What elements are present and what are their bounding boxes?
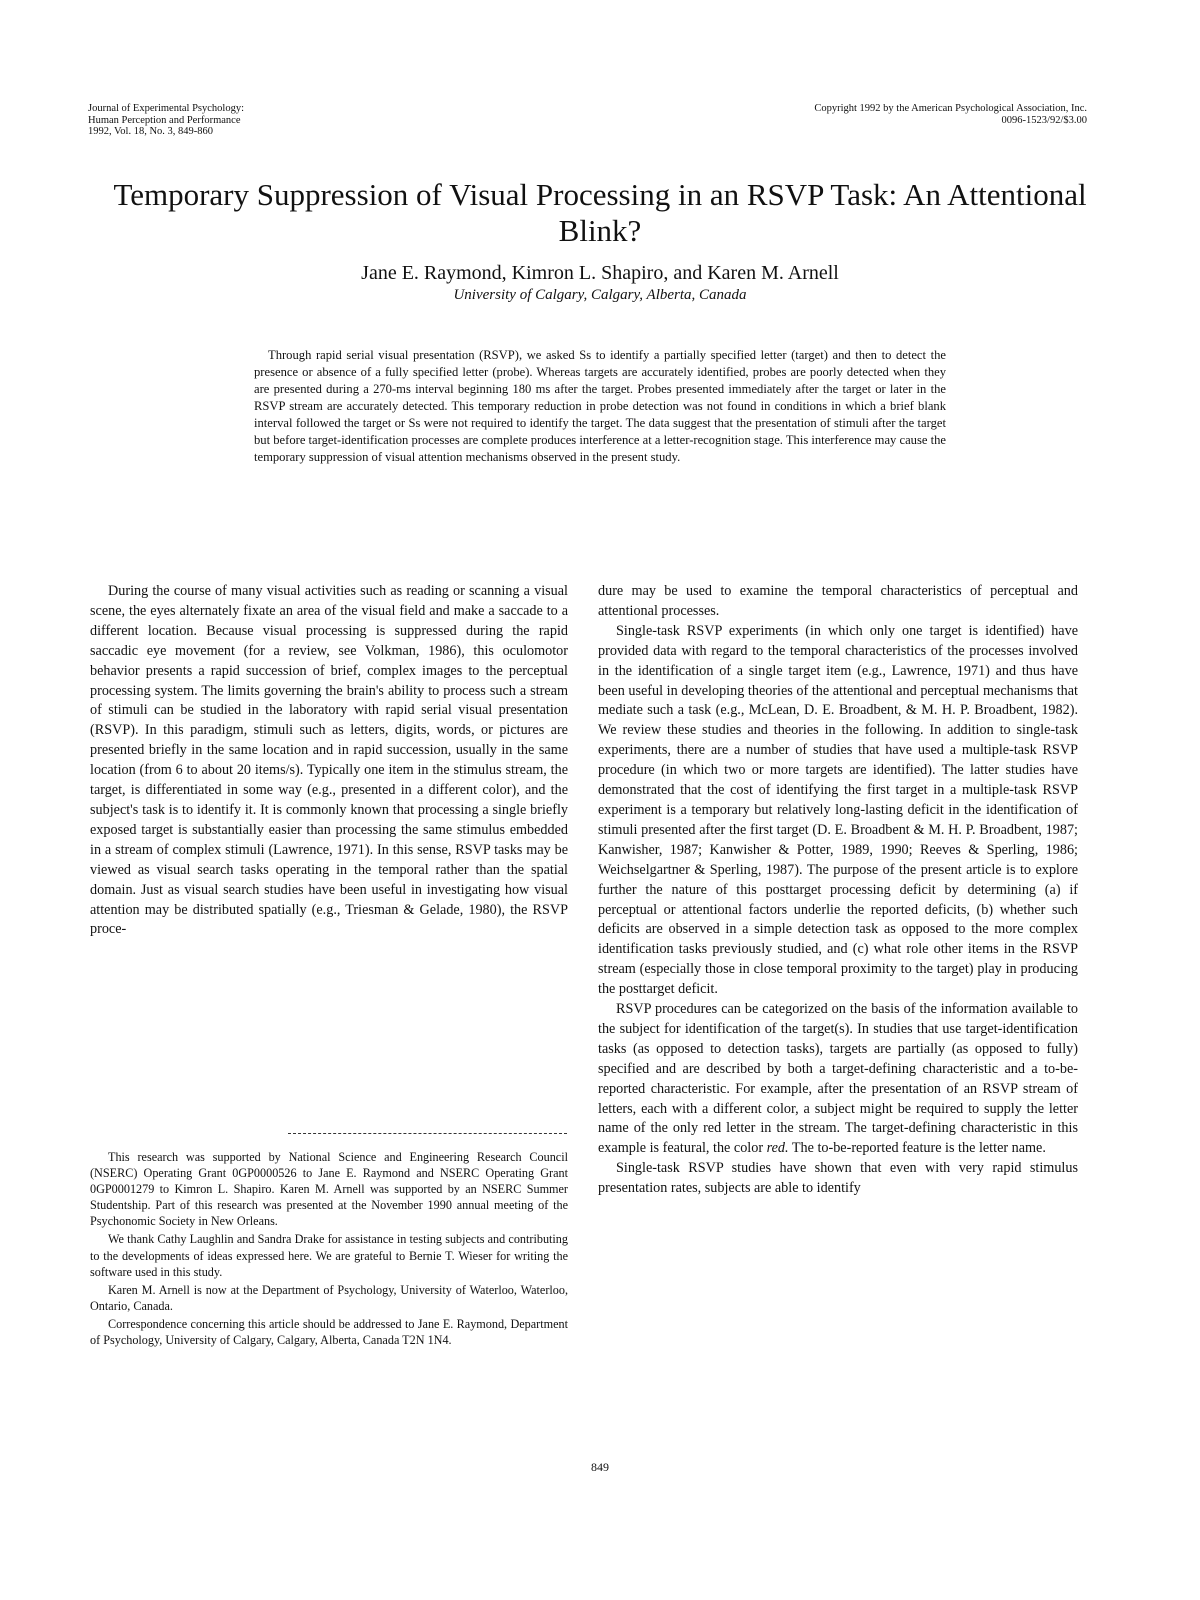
footnotes [90,1149,568,1350]
issn-price-line: 0096-1523/92/$3.00 [1001,114,1087,126]
body-paragraph [598,1000,1078,1159]
journal-section-line: Human Perception and Performance [88,114,241,126]
body-paragraph: Single-task RSVP experiments (in which only one target is identified) have provided data with regard to the temporal characteristics of the processes involved in the identification of a single target item (e.g., Lawrence, 1971) and thus have been useful in developing theories of the attentional and perceptual mechanisms that mediate such a task (e.g., McLean, D. E. Broadbent, & M. H. P. Broadbent, 1982). We review these studies and theories in the following. In addition to single-task experiments, there are a number of studies that have used a multiple-task RSVP procedure (in which two or more targets are identified). The latter studies have demonstrated that the cost of identifying the first target in a multiple-task RSVP experiment is a temporary but relatively long-lasting deficit in the identification of stimuli presented after the first target (D. E. Broadbent & M. H. P. Broadbent, 1987; Kanwisher, 1987; Kanwisher & Potter, 1989, 1990; Reeves & Sperling, 1986; Weichselgartner & Sperling, 1987). The purpose of the present article is to explore further the nature of this posttarget processing deficit by determining (a) if perceptual or attentional factors underlie the reported deficits, (b) whether such deficits are observed in a simple detection task as opposed to the more complex identification tasks previously studied, and (c) what role other items in the RSVP stream (especially those in close temporal proximity to the target) play in producing the posttarget deficit. [598,622,1078,998]
body-text-italic: red. [766,1140,789,1157]
journal-name-line: Journal of Experimental Psychology: [88,103,245,114]
footnote-acknowledgements: We thank Cathy Laughlin and Sandra Drake for assistance in testing subjects and contributing to the developments of ideas expressed here. We are grateful to Bernie T. Wieser for writing the software used in this study. [90,1232,568,1279]
body-text: RSVP procedures can be categorized on the basis of the information available to the subject for identification of the target(s). In studies that use target-identification tasks (as opposed to detection tasks), targets are partially (as opposed to fully) specified and are described by both a target-defining characteristic and a to-be-reported characteristic. For example, after the presentation of an RSVP stream of letters, each with a different color, a subject might be required to supply the letter name of the only red letter in the stream. The target-defining characteristic in this example is featural, the color [598,1001,1078,1157]
footnote-author-address: Karen M. Arnell is now at the Department of Psychology, University of Waterloo, Waterloo, Ontario, Canada. [90,1282,568,1313]
footnote-correspondence: Correspondence concerning this article should be addressed to Jane E. Raymond, Department of Psychology, University of Calgary, Calgary, Alberta, Canada T2N 1N4. [90,1316,568,1348]
body-paragraph: Single-task RSVP studies have shown that even with very rapid stimulus presentation rates, subjects are able to identify [598,1160,1078,1197]
article-title: Temporary Suppression of Visual Processing in an RSVP Task: An Attentional Blink? [113,177,1087,248]
copyright-line: Copyright 1992 by the American Psychological Association, Inc. [814,103,1087,114]
page-number: 849 [591,1460,609,1474]
journal-volume-line: 1992, Vol. 18, No. 3, 849-860 [88,126,214,137]
body-paragraph-continuation: dure may be used to examine the temporal characteristics of perceptual and attentional processes. [598,583,1078,619]
abstract: Through rapid serial visual presentation (RSVP), we asked Ss to identify a partially specified letter (target) and then to detect the presence or absence of a fully specified letter (probe). Whereas targets are accurately identified, probes are poorly detected when they are presented during a 270-ms interval beginning 180 ms after the target. Probes presented immediately after the target or later in the RSVP stream are accurately detected. This temporary reduction in probe detection was not found in conditions in which a brief blank interval followed the target or Ss were not required to identify the target. The data suggest that the presentation of stimuli after the target but before target-identification processes are complete produces interference at a letter-recognition stage. This interference may cause the temporary suppression of visual attention mechanisms observed in the present study. [254,348,946,465]
author-list: Jane E. Raymond, Kimron L. Shapiro, and Karen M. Arnell [361,262,839,284]
copyright-header [667,103,1087,126]
journal-citation-header [88,103,348,138]
body-column-right [598,582,1078,1199]
author-affiliation: University of Calgary, Calgary, Alberta, Canada [453,287,747,303]
body-paragraph: During the course of many visual activities such as reading or scanning a visual scene, the eyes alternately fixate an area of the visual field and make a saccade to a different location. Because visual processing is suppressed during the rapid saccadic eye movement (for a review, see Volkman, 1986), this oculomotor behavior presents a rapid succession of brief, complex images to the perceptual processing system. The limits governing the brain's ability to process such a stream of stimuli can be studied in the laboratory with rapid serial visual presentation (RSVP). In this paradigm, stimuli such as letters, digits, words, or pictures are presented briefly in the same location and in rapid succession, usually in the same location (from 6 to about 20 items/s). Typically one item in the stimulus stream, the target, is differentiated in some way (e.g., presented in a different color), and the subject's task is to identify it. It is commonly known that processing a single briefly exposed target is substantially easier than processing the same stimulus embedded in a stream of complex stimuli (Lawrence, 1971). In this sense, RSVP tasks may be viewed as visual search tasks operating in the temporal rather than the spatial domain. Just as visual search studies have been useful in investigating how visual attention may be distributed spatially (e.g., Triesman & Gelade, 1980), the RSVP proce- [90,583,568,938]
body-column-left [90,582,568,940]
footnote-divider [288,1133,567,1134]
body-text: The to-be-reported feature is the letter name. [788,1140,1046,1157]
footnote-funding: This research was supported by National Science and Engineering Research Council (NSERC) Operating Grant 0GP0000526 to Jane E. Raymond and NSERC Operating Grant 0GP0001279 to Kimron L. Shapiro. Karen M. Arnell was supported by an NSERC Summer Studentship. Part of this research was presented at the November 1990 annual meeting of the Psychonomic Society in New Orleans. [90,1150,568,1229]
